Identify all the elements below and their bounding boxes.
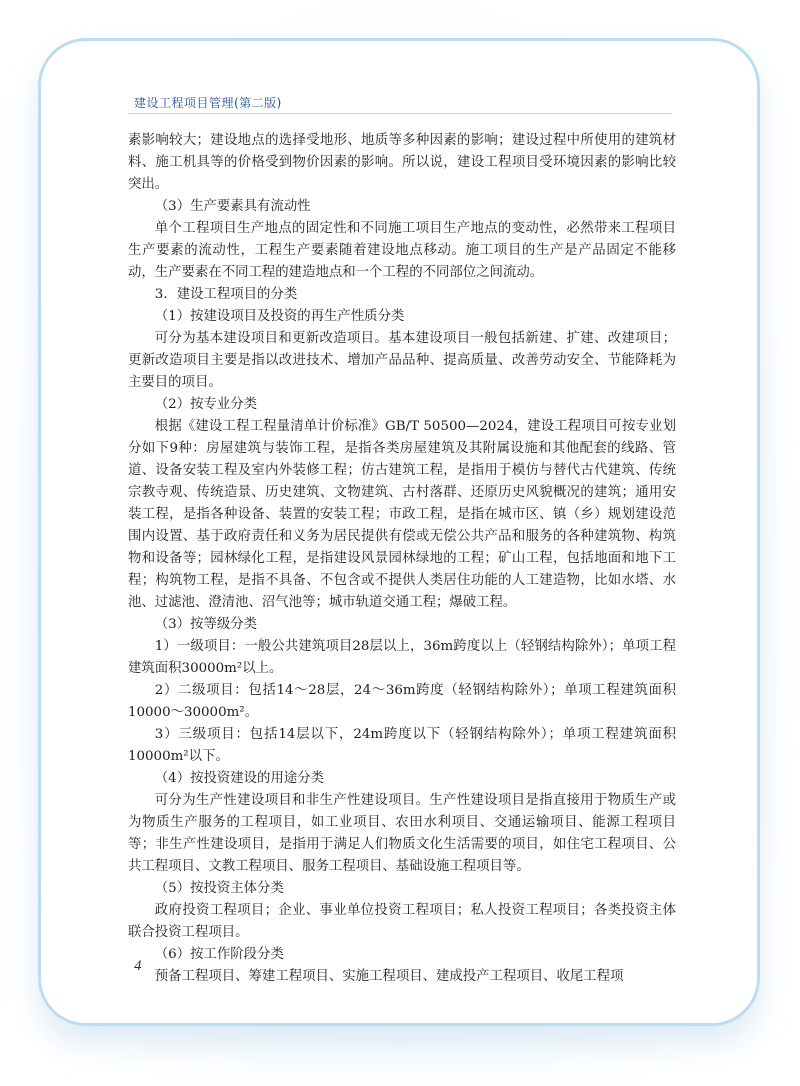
section-heading: 3．建设工程项目的分类 xyxy=(154,287,298,302)
paragraph: 预备工程项目、筹建工程项目、实施工程项目、建成投产工程项目、收尾工程项 xyxy=(154,969,624,984)
subheading: （1）按建设项目及投资的再生产性质分类 xyxy=(154,309,405,324)
subheading: （2）按专业分类 xyxy=(154,397,258,412)
subheading: （6）按工作阶段分类 xyxy=(154,947,284,962)
list-item: 3）三级项目：包括14层以下，24m跨度以下（轻钢结构除外）；单项工程建筑面积10000m²以下。 xyxy=(128,727,676,764)
paragraph: 根据《建设工程工程量清单计价标准》GB/T 50500—2024，建设工程项目可按专业划分如下9种：房屋建筑与装饰工程，是指各类房屋建筑及其附属设施和其他配套的线路、管道、设备安装工程及室内外装修工程；仿古建筑工程，是指用于模仿与替代古代建筑、传统宗教寺观、传统造景、历史建筑、文物建筑、古村落群、还原历史风貌概况的建筑；通用安装工程，是指各种设备、装置的安装工程；市政工程，是指在城市区、镇（乡）规划建设范围内设置、基于政府责任和义务为居民提供有偿或无偿公共产品和服务的各种建筑物、构筑物和设备等；园林绿化工程，是指建设风景园林绿地的工程；矿山工程，包括地面和地下工程；构筑物工程，是指不具备、不包含或不提供人类居住功能的人工建造物，比如水塔、水池、过滤池、澄清池、沼气池等；城市轨道交通工程；爆破工程。 xyxy=(128,419,676,610)
paragraph: 素影响较大；建设地点的选择受地形、地质等多种因素的影响；建设过程中所使用的建筑材料、施工机具等的价格受到物价因素的影响。所以说，建设工程项目受环境因素的影响比较突出。 xyxy=(128,133,676,192)
subheading: （3）按等级分类 xyxy=(154,617,258,632)
body-text xyxy=(128,130,676,988)
subheading: （5）按投资主体分类 xyxy=(154,881,284,896)
paragraph: 可分为生产性建设项目和非生产性建设项目。生产性建设项目是指直接用于物质生产或为物质生产服务的工程项目，如工业项目、农田水利项目、交通运输项目、能源工程项目等；非生产性建设项目，是指用于满足人们物质文化生活需要的项目，如住宅工程项目、公共工程项目、文教工程项目、服务工程项目、基础设施工程项目等。 xyxy=(128,793,676,874)
list-item: 1）一级项目：一般公共建筑项目28层以上，36m跨度以上（轻钢结构除外）；单项工程建筑面积30000m²以上。 xyxy=(128,639,676,676)
header-divider xyxy=(128,113,672,114)
running-header: 建设工程项目管理(第二版) xyxy=(134,96,282,110)
list-item: 2）二级项目：包括14～28层，24～36m跨度（轻钢结构除外）；单项工程建筑面积10000～30000m²。 xyxy=(128,683,676,720)
subheading: （4）按投资建设的用途分类 xyxy=(154,771,325,786)
paragraph: 可分为基本建设项目和更新改造项目。基本建设项目一般包括新建、扩建、改建项目；更新改造项目主要是指以改进技术、增加产品品种、提高质量、改善劳动安全、节能降耗为主要目的项目。 xyxy=(128,331,676,390)
page-number: 4 xyxy=(134,958,142,974)
subheading: （3）生产要素具有流动性 xyxy=(154,199,311,214)
paragraph: 单个工程项目生产地点的固定性和不同施工项目生产地点的变动性，必然带来工程项目生产要素的流动性，工程生产要素随着建设地点移动。施工项目的生产是产品固定不能移动，生产要素在不同工程的建造地点和一个工程的不同部位之间流动。 xyxy=(128,221,676,280)
paragraph: 政府投资工程项目；企业、事业单位投资工程项目；私人投资工程项目；各类投资主体联合投资工程项目。 xyxy=(128,903,676,940)
